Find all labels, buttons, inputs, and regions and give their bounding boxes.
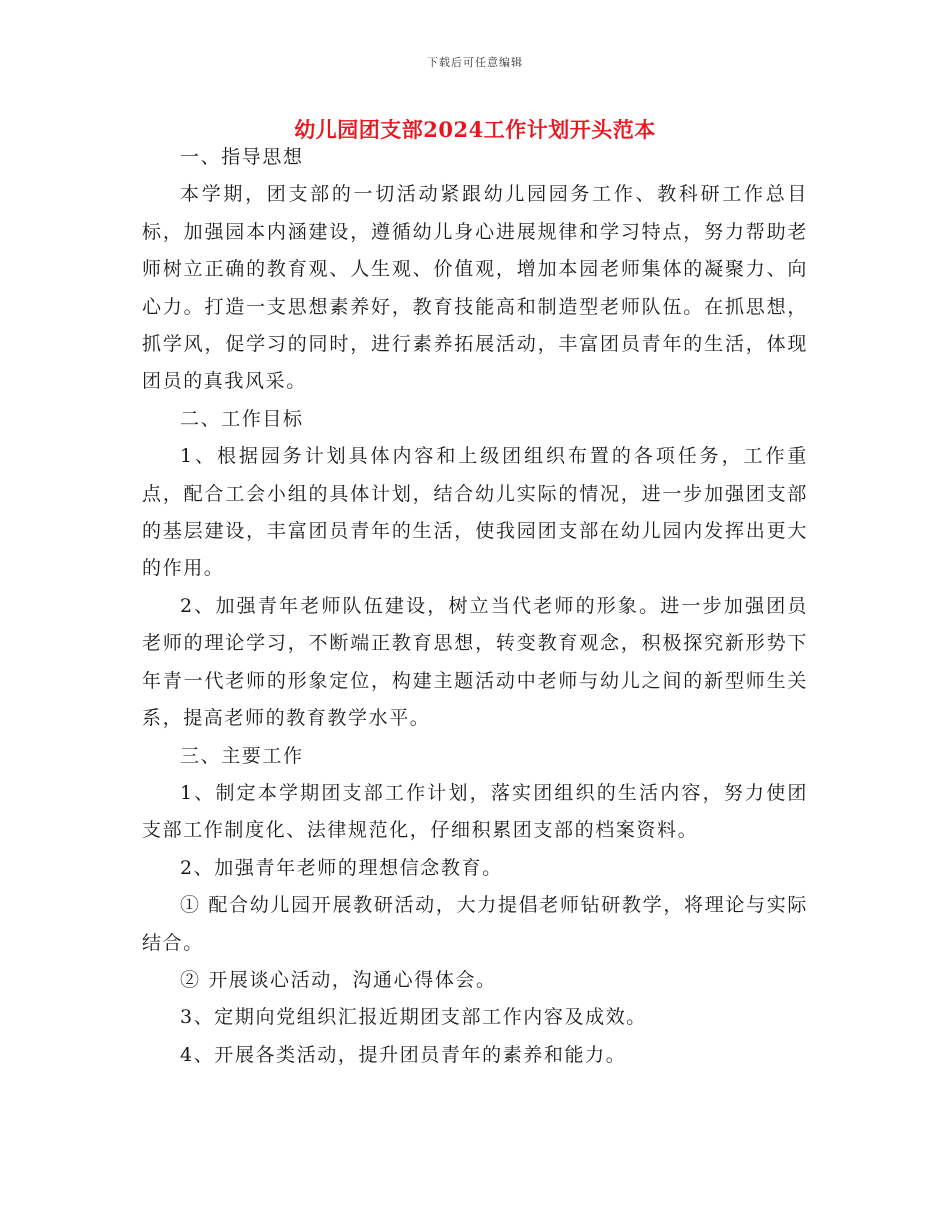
section-heading: 三、主要工作 — [180, 744, 304, 767]
paragraph: 2、加强青年老师的理想信念教育。 — [180, 856, 503, 879]
paragraph: 1、制定本学期团支部工作计划，落实团组织的生活内容，努力使团支部工作制度化、法律规范化，仔细积累团支部的档案资料。 — [142, 781, 808, 842]
paragraph: 1、根据园务计划具体内容和上级团组织布置的各项任务，工作重点，配合工会小组的具体计划，结合幼儿实际的情况，进一步加强团支部的基层建设，丰富团员青年的生活，使我园团支部在幼儿园内发挥出更大的作用。 — [142, 445, 808, 580]
paragraph: ② 开展谈心活动，沟通心得体会。 — [180, 968, 497, 991]
document-body — [142, 139, 808, 1074]
document-title: 幼儿园团支部2024工作计划开头范本 — [294, 117, 656, 142]
paragraph: 3、定期向党组织汇报近期团支部工作内容及成效。 — [180, 1006, 647, 1029]
paragraph: 2、加强青年老师队伍建设，树立当代老师的形象。进一步加强团员老师的理论学习，不断端正教育思想，转变教育观念，积极探究新形势下年青一代老师的形象定位，构建主题活动中老师与幼儿之间的新型师生关系，提高老师的教育教学水平。 — [142, 594, 808, 730]
section-heading: 二、工作目标 — [180, 407, 304, 430]
paragraph: 4、开展各类活动，提升团员青年的素养和能力。 — [180, 1043, 627, 1066]
header-note: 下载后可任意编辑 — [427, 56, 523, 69]
paragraph: 本学期，团支部的一切活动紧跟幼儿园园务工作、教科研工作总目标，加强园本内涵建设，遵循幼儿身心进展规律和学习特点，努力帮助老师树立正确的教育观、人生观、价值观，增加本园老师集体的凝聚力、向心力。打造一支思想素养好，教育技能高和制造型老师队伍。在抓思想，抓学风，促学习的同时，进行素养拓展活动，丰富团员青年的生活，体现团员的真我风采。 — [142, 183, 808, 393]
section-heading: 一、指导思想 — [180, 146, 304, 168]
paragraph: ① 配合幼儿园开展教研活动，大力提倡老师钻研教学，将理论与实际结合。 — [142, 894, 808, 954]
